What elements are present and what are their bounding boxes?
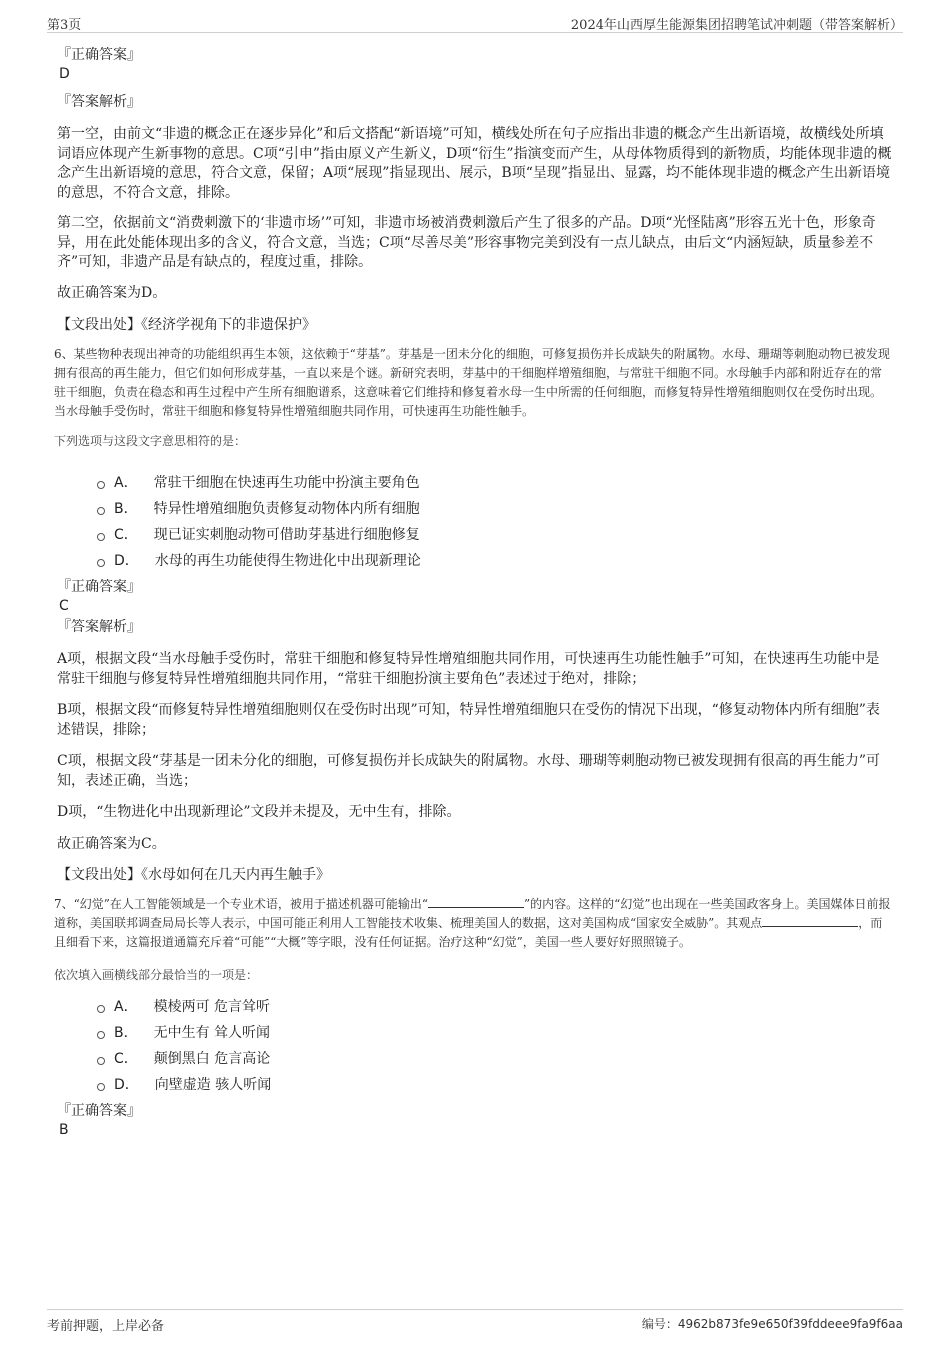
analysis-paragraph: D项，“生物进化中出现新理论”文段并未提及，无中生有，排除。 <box>57 804 461 820</box>
answer-value: B <box>59 1122 69 1138</box>
question-text: 6、某些物种表现出神奇的功能组织再生本领，这依赖于“芽基”。芽基是一团未分化的细胞，可修复损伤并长成缺失的附属物。水母、珊瑚等刺胞动物已被发现拥有很高的再生能力，但它们如何形成芽基，一直以来是个谜。新研究表明，芽基中的干细胞样增殖细胞，与常驻干细胞不同。水母触手内部和附近存在的常驻干细胞，负责在稳态和再生过程中产生所有细胞谱系，这意味着它们维持和修复着水母一生中所需的任何细胞，而修复特异性增殖细胞则仅在受伤时出现。当水母触手受伤时，常驻干细胞和修复特异性增殖细胞共同作用，可快速再生功能性触手。 <box>54 347 890 418</box>
option-c[interactable]: C． 现已证实刺胞动物可借助芽基进行细胞修复 <box>97 522 893 548</box>
question-text: 7、“幻觉”在人工智能领域是一个专业术语，被用于描述机器可能输出“ ”的内容。这样的“幻觉”也出现在一些美国政客身上。美国媒体日前报道称，美国联邦调查局局长等人表示，中国可能正利用人工智能技术收集、梳理美国人的数据，这对美国构成“国家安全威胁”。其观点 ，而且细看下来，这篇报道通篇充斥着“可能”“大概”等字眼，没有任何证据。治疗这种“幻觉”，美国一些人要好好照照镜子。 <box>54 897 891 949</box>
radio-icon[interactable] <box>97 1031 105 1039</box>
radio-icon[interactable] <box>97 1057 105 1065</box>
analysis-paragraph: 第一空，由前文“非遗的概念正在逐步异化”和后文搭配“新语境”可知，横线处所在句子应指出非遗的概念产生出新语境，故横线处所填词语应体现产生新事物的意思。C项“引申”指由原义产生新义，D项“衍生”指演变而产生，从母体物质得到的新物质，均能体现非遗的概念产生出新语境的意思，符合文意，保留；A项“展现”指显现出、展示，B项“呈现”指显出、显露，均不能体现非遗的概念产生出新语境的意思，不符合文意，排除。 <box>57 126 892 201</box>
answer-label: 『正确答案』 <box>57 579 141 595</box>
question-prompt: 下列选项与这段文字意思相符的是： <box>54 434 247 448</box>
page-number: 第3页 <box>47 18 82 33</box>
option-list <box>97 470 893 574</box>
answer-value: D <box>59 66 70 82</box>
option-c[interactable]: C． 颠倒黑白 危言高论 <box>97 1046 893 1072</box>
analysis-label: 『答案解析』 <box>57 94 141 110</box>
analysis-paragraph: C项，根据文段“芽基是一团未分化的细胞，可修复损伤并长成缺失的附属物。水母、珊瑚等刺胞动物已被发现拥有很高的再生能力”可知，表述正确，当选； <box>57 753 881 789</box>
analysis-paragraph: 第二空，依据前文“消费刺激下的‘非遗市场’”可知，非遗市场被消费刺激后产生了很多的产品。D项“光怪陆离”形容五光十色，形象奇异，用在此处能体现出多的含义，符合文意，当选；C项“尽善尽美”形容事物完美到没有一点儿缺点，由后文“内涵短缺，质量参差不齐”可知，非遗产品是有缺点的，程度过重，排除。 <box>57 215 876 270</box>
source-citation: 【文段出处】《水母如何在几天内再生触手》 <box>57 867 330 883</box>
option-b[interactable]: B． 无中生有 耸人听闻 <box>97 1020 893 1046</box>
analysis-paragraph: A项，根据文段“当水母触手受伤时，常驻干细胞和修复特异性增殖细胞共同作用，可快速再生功能性触手”可知，在快速再生功能中是常驻干细胞与修复特异性增殖细胞共同作用，“常驻干细胞扮演主要角色”表述过于绝对，排除； <box>57 651 880 687</box>
option-a[interactable]: A． 常驻干细胞在快速再生功能中扮演主要角色 <box>97 470 893 496</box>
answer-label: 『正确答案』 <box>57 1103 141 1119</box>
radio-icon[interactable] <box>97 533 105 541</box>
answer-label: 『正确答案』 <box>57 47 141 63</box>
question-prompt: 依次填入画横线部分最恰当的一项是： <box>54 968 259 982</box>
page-footer <box>47 1309 903 1334</box>
fill-blank <box>428 896 524 908</box>
analysis-label: 『答案解析』 <box>57 619 141 635</box>
analysis-conclusion: 故正确答案为C。 <box>57 835 166 852</box>
radio-icon[interactable] <box>97 1083 105 1091</box>
document-content <box>54 44 893 1140</box>
source-citation: 【文段出处】《经济学视角下的非遗保护》 <box>57 317 316 333</box>
answer-value: C <box>59 598 69 614</box>
radio-icon[interactable] <box>97 559 105 567</box>
option-a[interactable]: A． 模棱两可 危言耸听 <box>97 994 893 1020</box>
option-d[interactable]: D． 水母的再生功能使得生物进化中出现新理论 <box>97 548 893 574</box>
analysis-paragraph: B项，根据文段“而修复特异性增殖细胞则仅在受伤时出现”可知，特异性增殖细胞只在受伤的情况下出现，“修复动物体内所有细胞”表述错误，排除； <box>57 702 880 738</box>
radio-icon[interactable] <box>97 1005 105 1013</box>
page-header <box>47 12 903 33</box>
radio-icon[interactable] <box>97 507 105 515</box>
option-b[interactable]: B． 特异性增殖细胞负责修复动物体内所有细胞 <box>97 496 893 522</box>
analysis-conclusion: 故正确答案为D。 <box>57 284 167 301</box>
radio-icon[interactable] <box>97 481 105 489</box>
fill-blank <box>762 915 858 927</box>
footer-slogan: 考前押题，上岸必备 <box>47 1319 165 1334</box>
document-id: 编号：4962b873fe9e650f39fddeee9fa9f6aa <box>641 1317 903 1331</box>
option-d[interactable]: D． 向壁虚造 骇人听闻 <box>97 1072 893 1098</box>
option-list <box>97 994 893 1098</box>
document-title: 2024年山西厚生能源集团招聘笔试冲刺题（带答案解析） <box>570 18 903 33</box>
